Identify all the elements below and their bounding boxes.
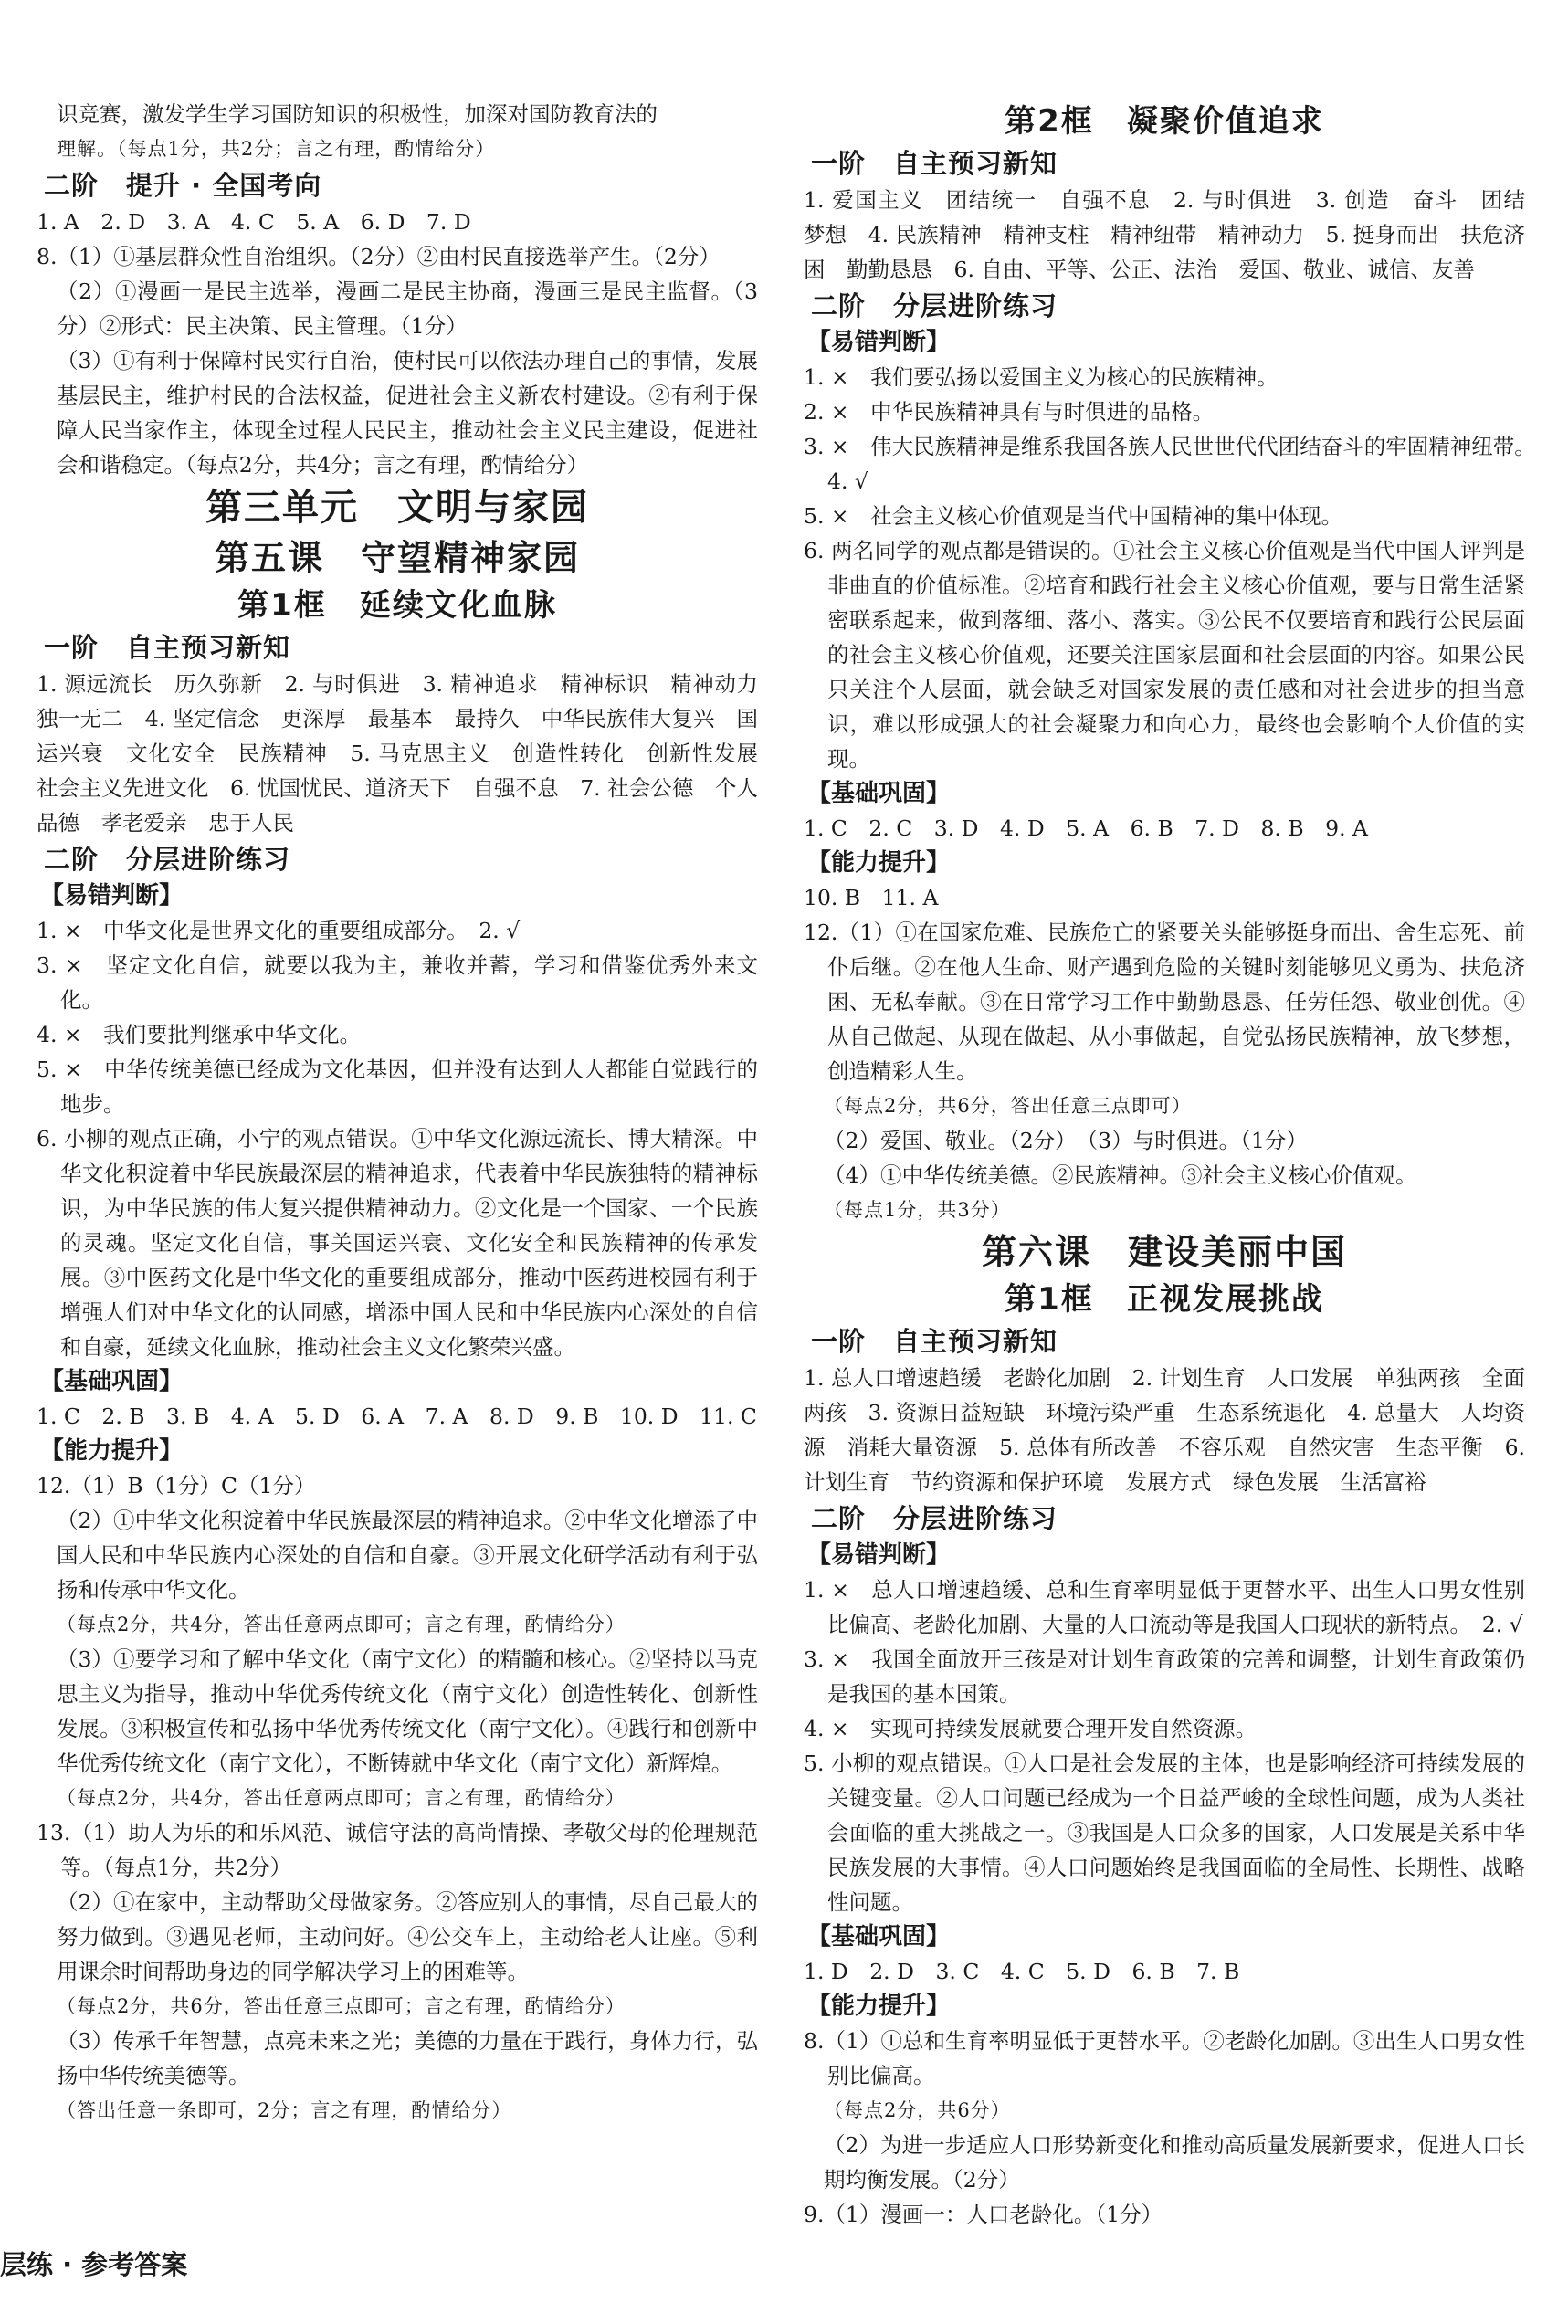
- frame-title: 第1框 正视发展挑战: [1005, 1281, 1324, 1318]
- true-false-answer: 1. × 我们要弘扬以爱国主义为核心的民族精神。: [804, 364, 1279, 390]
- frame-title: 第1框 延续文化血脉: [237, 587, 557, 624]
- answer-8-1-note: （每点2分，共6分）: [824, 2099, 1011, 2121]
- answer-12-3: （3）①要学习和了解中华文化（南宁文化）的精髓和核心。②坚持以马克思主义为指导，推动中华优秀传统文化（南宁文化）创造性转化、创新性发展。③积极宣传和弘扬中华优秀传统文化（南宁文化）。④践行和创新中华优秀传统文化（南宁文化），不断铸就中华文化（南宁文化）新辉煌。: [57, 1646, 758, 1776]
- step-heading: 二阶 提升 · 全国考向: [44, 170, 322, 201]
- answer-12-1: 12.（1）B（1分）C（1分）: [37, 1473, 316, 1499]
- answer-9-1: 9.（1）漫画一：人口老龄化。（1分）: [804, 2202, 1163, 2227]
- answer-13-2: （2）①在家中，主动帮助父母做家务。②答应别人的事情，尽自己最大的努力做到。③遇见老师，主动问好。④公交车上，主动给老人让座。⑤利用课余时间帮助身边的同学解决学习上的困难等。: [57, 1889, 758, 1984]
- section-label: 【易错判断】: [807, 1541, 951, 1569]
- step-heading: 二阶 分层进阶练习: [811, 1503, 1058, 1534]
- true-false-answer: 5. 小柳的观点错误。①人口是社会发展的主体，也是影响经济可持续发展的关键变量。②人口问题已经成为一个日益严峻的全球性问题，成为人类社会面临的重大挑战之一。③我国是人口众多的国家，人口发展是关系中华民族发展的大事情。④人口问题始终是我国面临的全局性、长期性、战略性问题。: [804, 1751, 1525, 1915]
- left-column: [37, 99, 780, 2128]
- true-false-answer: 1. × 总人口增速趋缓、总和生育率明显低于更替水平、出生人口男女性别比偏高、老龄化加剧、大量的人口流动等是我国人口现状的新特点。 2. √: [804, 1577, 1525, 1637]
- section-label: 【基础巩固】: [807, 780, 951, 807]
- section-label: 【基础巩固】: [40, 1368, 184, 1395]
- answer-12-3-note: （每点2分，共4分，答出任意两点即可；言之有理，酌情给分）: [57, 1787, 626, 1809]
- preview-answers: 1. 总人口增速趋缓 老龄化加剧 2. 计划生育 人口发展 单独两孩 全面两孩 3. 资源日益短缺 环境污染严重 生态系统退化 4. 总量大 人均资源 消耗大量资源 5. 总体有所改善 不容乐观 自然灾害 生态平衡 6. 计划生育 节约资源和保护环境 发展方式 绿色发展 生活富裕: [804, 1365, 1525, 1495]
- answer-13-1: 13.（1）助人为乐的和乐风范、诚信守法的高尚情操、孝敬父母的伦理规范等。（每点1分，共2分）: [37, 1820, 758, 1880]
- frame-title: 第2框 凝聚价值追求: [1005, 103, 1324, 140]
- answer-13-3: （3）传承千年智慧，点亮未来之光；美德的力量在于践行，身体力行，弘扬中华传统美德等。: [57, 2028, 758, 2088]
- preview-answers: 1. 源远流长 历久弥新 2. 与时俱进 3. 精神追求 精神标识 精神动力 独一无二 4. 坚定信念 更深厚 最基本 最持久 中华民族伟大复兴 国运兴衰 文化安全 民族精神 5. 马克思主义 创造性转化 创新性发展 社会主义先进文化 6. 忧国忧民、道济天下 自强不息 7. 社会公德 个人品德 孝老爱亲 忠于人民: [37, 671, 780, 836]
- ability-answers: 10. B 11. A: [804, 885, 939, 910]
- basic-answers: 1. C 2. C 3. D 4. D 5. A 6. B 7. D 8. B 9. A: [804, 815, 1368, 841]
- right-column: [804, 99, 1547, 2232]
- true-false-answer: 2. × 中华民族精神具有与时俱进的品格。: [804, 399, 1215, 425]
- answer-13-3-note: （答出任意一条即可，2分；言之有理，酌情给分）: [57, 2099, 512, 2121]
- answer-12-2: （2）爱国、敬业。（2分） （3）与时俱进。（1分）: [824, 1128, 1308, 1153]
- answer-8-3: （3）①有利于保障村民实行自治，使村民可以依法办理自己的事情，发展基层民主，维护村民的合法权益，促进社会主义新农村建设。②有利于保障人民当家作主，体现全过程人民民主，推动社会主义民主建设，促进社会和谐稳定。（每点2分，共4分；言之有理，酌情给分）: [57, 348, 758, 478]
- true-false-answer: 1. × 中华文化是世界文化的重要组成部分。 2. √: [37, 918, 521, 943]
- section-label: 【能力提升】: [807, 849, 951, 877]
- basic-answers: 1. D 2. D 3. C 4. C 5. D 6. B 7. B: [804, 1959, 1240, 1984]
- step-heading: 二阶 分层进阶练习: [811, 290, 1058, 321]
- true-false-answer: 5. × 社会主义核心价值观是当代中国精神的集中体现。: [804, 503, 1343, 529]
- intro-line-1: 识竞赛，激发学生学习国防知识的积极性，加深对国防教育法的: [57, 101, 658, 127]
- step-heading: 一阶 自主预习新知: [811, 1326, 1058, 1357]
- true-false-answer: 4. × 实现可持续发展就要合理开发自然资源。: [804, 1716, 1258, 1741]
- answer-8-2: （2）为进一步适应人口形势新变化和推动高质量发展新要求，促进人口长期均衡发展。（2分）: [824, 2132, 1525, 2193]
- answer-8-2: （2）①漫画一是民主选举，漫画二是民主协商，漫画三是民主监督。（3分）②形式：民主决策、民主管理。（1分）: [57, 279, 758, 339]
- lesson-title: 第五课 守望精神家园: [214, 538, 580, 578]
- section-label: 【能力提升】: [40, 1437, 184, 1465]
- step-heading: 二阶 分层进阶练习: [44, 844, 291, 875]
- true-false-answer: 6. 小柳的观点正确，小宁的观点错误。①中华文化源远流长、博大精深。中华文化积淀着中华民族最深层的精神追求，代表着中华民族独特的精神标识，为中华民族的伟大复兴提供精神动力。②文化是一个国家、一个民族的灵魂。坚定文化自信，事关国运兴衰、文化安全和民族精神的传承发展。③中医药文化是中华文化的重要组成部分，推动中医药进校园有利于增强人们对中华文化的认同感，增添中国人民和中华民族内心深处的自信和自豪，延续文化血脉，推动社会主义文化繁荣兴盛。: [37, 1126, 758, 1360]
- answer-12-2-note: （每点2分，共4分，答出任意两点即可；言之有理，酌情给分）: [57, 1614, 626, 1635]
- answer-12-1-note: （每点2分，共6分，答出任意三点即可）: [824, 1095, 1192, 1117]
- section-label: 【易错判断】: [807, 329, 951, 356]
- answer-12-4-note: （每点1分，共3分）: [824, 1199, 1011, 1221]
- section-label: 【基础巩固】: [807, 1923, 951, 1951]
- answer-8-1: 8.（1）①总和生育率明显低于更替水平。②老龄化加剧。③出生人口男女性别比偏高。: [804, 2028, 1525, 2088]
- true-false-answer: 6. 两名同学的观点都是错误的。①社会主义核心价值观是当代中国人评判是非曲直的价值标准。②培育和践行社会主义核心价值观，要与日常生活紧密联系起来，做到落细、落小、落实。③公民不仅要培育和践行公民层面的社会主义核心价值观，还要关注国家层面和社会层面的内容。如果公民只关注个人层面，就会缺乏对国家发展的责任感和对社会进步的担当意识，难以形成强大的社会凝聚力和向心力，最终也会影响个人价值的实现。: [804, 538, 1525, 772]
- answer-12-4: （4）①中华传统美德。②民族精神。③社会主义核心价值观。: [824, 1162, 1417, 1188]
- section-label: 【能力提升】: [807, 1993, 951, 2020]
- answer-12-2: （2）①中华文化积淀着中华民族最深层的精神追求。②中华文化增添了中国人民和中华民族内心深处的自信和自豪。③开展文化研学活动有利于弘扬和传承中华文化。: [57, 1508, 758, 1603]
- true-false-answer: 3. × 坚定文化自信，就要以我为主，兼收并蓄，学习和借鉴优秀外来文化。: [37, 952, 758, 1013]
- section-label: 【易错判断】: [40, 882, 184, 910]
- intro-line-2: 理解。（每点1分，共2分；言之有理，酌情给分）: [57, 138, 496, 160]
- true-false-answer: 3. × 我国全面放开三孩是对计划生育政策的完善和调整，计划生育政策仍是我国的基本国策。: [804, 1646, 1525, 1707]
- answer-12-1: 12.（1）①在国家危难、民族危亡的紧要关头能够挺身而出、舍生忘死、前仆后继。②在他人生命、财产遇到危险的关键时刻能够见义勇为、扶危济困、无私奉献。③在日常学习工作中勤勤恳恳、任劳任怨、敬业创优。④从自己做起、从现在做起、从小事做起，自觉弘扬民族精神，放飞梦想，创造精彩人生。: [804, 920, 1525, 1084]
- step-heading: 一阶 自主预习新知: [811, 148, 1058, 179]
- preview-answers: 1. 爱国主义 团结统一 自强不息 2. 与时俱进 3. 创造 奋斗 团结 梦想 4. 民族精神 精神支柱 精神纽带 精神动力 5. 挺身而出 扶危济困 勤勤恳恳 6. 自由、平等、公正、法治 爱国、敬业、诚信、友善: [804, 187, 1547, 282]
- answer-8-1: 8.（1）①基层群众性自治组织。（2分）②由村民直接选举产生。（2分）: [37, 244, 721, 269]
- multiple-choice-answers: 1. A 2. D 3. A 4. C 5. A 6. D 7. D: [37, 209, 471, 235]
- true-false-answer: 3. × 伟大民族精神是维系我国各族人民世世代代团结奋斗的牢固精神纽带。 4. √: [804, 434, 1547, 494]
- page-footer: 层练 · 参考答案: [0, 2249, 188, 2280]
- true-false-answer: 5. × 中华传统美德已经成为文化基因，但并没有达到人人都能自觉践行的地步。: [37, 1057, 758, 1117]
- basic-answers: 1. C 2. B 3. B 4. A 5. D 6. A 7. A 8. D 9. B 10. D 11. C: [37, 1404, 757, 1429]
- true-false-answer: 4. × 我们要批判继承中华文化。: [37, 1022, 362, 1047]
- unit-title: 第三单元 文明与家园: [205, 487, 589, 529]
- lesson-title: 第六课 建设美丽中国: [981, 1232, 1347, 1272]
- step-heading: 一阶 自主预习新知: [44, 632, 291, 663]
- answer-13-2-note: （每点2分，共6分，答出任意三点即可；言之有理，酌情给分）: [57, 1995, 626, 2017]
